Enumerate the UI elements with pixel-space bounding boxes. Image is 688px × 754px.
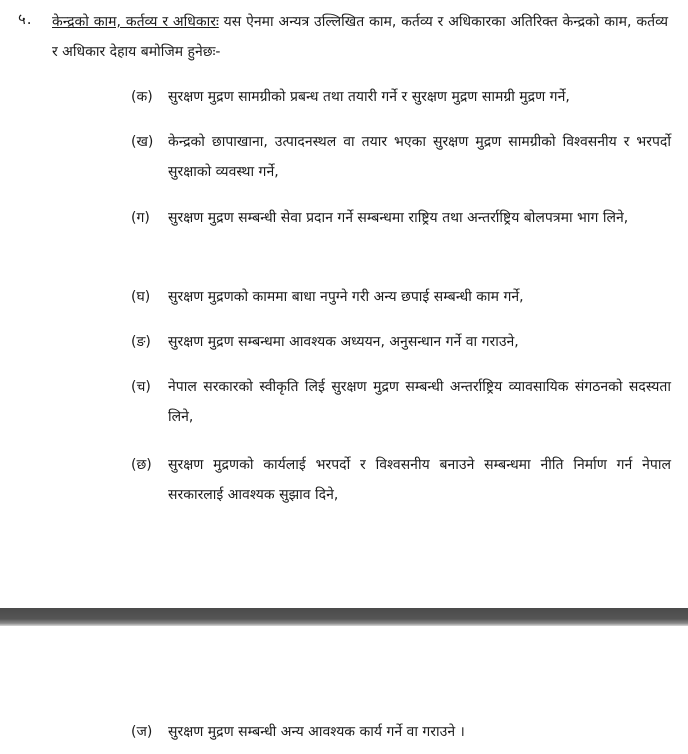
clause-ka <box>131 82 671 112</box>
clause-text: सुरक्षण मुद्रण सम्बन्धमा आवश्यक अध्ययन, अनुसन्धान गर्ने वा गराउने, <box>168 334 519 350</box>
section-heading: केन्द्रको काम, कर्तव्य र अधिकारः <box>52 14 219 30</box>
clause-label: (छ) <box>131 457 152 473</box>
clause-label: (क) <box>131 89 153 105</box>
section-intro <box>52 7 668 67</box>
document-page-2 <box>0 626 688 754</box>
clause-text: सुरक्षण मुद्रणको कार्यलाई भरपर्दो र विश्वसनीय बनाउने सम्बन्धमा नीति निर्माण गर्न नेपाल सरकारलाई आवश्यक सुझाव दिने, <box>168 457 671 503</box>
clause-text: नेपाल सरकारको स्वीकृति लिई सुरक्षण मुद्रण सम्बन्धी अन्तर्राष्ट्रिय व्यावसायिक संगठनको सदस्यता लिने, <box>168 379 671 425</box>
clause-text: केन्द्रको छापाखाना, उत्पादनस्थल वा तयार भएका सुरक्षण मुद्रण सामग्रीको विश्वसनीय र भरपर्दो सुरक्षाको व्यवस्था गर्ने, <box>168 134 671 180</box>
clause-cha <box>131 372 671 432</box>
clause-label: (घ) <box>131 289 151 305</box>
clause-text: सुरक्षण मुद्रण सामग्रीको प्रबन्ध तथा तयारी गर्ने र सुरक्षण मुद्रण सामग्री मुद्रण गर्ने, <box>168 89 570 105</box>
clause-label: (च) <box>131 379 151 395</box>
clause-text: सुरक्षण मुद्रणको काममा बाधा नपुग्ने गरी अन्य छपाई सम्बन्धी काम गर्ने, <box>168 289 524 305</box>
clause-gha <box>131 282 671 312</box>
clause-text: सुरक्षण मुद्रण सम्बन्धी सेवा प्रदान गर्ने सम्बन्धमा राष्ट्रिय तथा अन्तर्राष्ट्रिय बोलपत्रमा भाग लिने, <box>168 210 629 226</box>
section-body: यस ऐनमा अन्यत्र उल्लिखित काम, कर्तव्य र अधिकारका अतिरिक्त केन्द्रको काम, कर्तव्य र अधिकार देहाय बमोजिम हुनेछः- <box>52 14 668 60</box>
clause-ga <box>131 203 671 233</box>
clause-kha <box>131 127 671 187</box>
clause-label: (ख) <box>131 134 154 150</box>
page-separator <box>0 608 688 626</box>
clause-chha <box>131 450 671 510</box>
section-number: ५. <box>18 10 33 28</box>
clause-label: (ग) <box>131 210 150 226</box>
clause-text: सुरक्षण मुद्रण सम्बन्धी अन्य आवश्यक कार्य गर्ने वा गराउने । <box>168 724 465 740</box>
clause-nga <box>131 327 671 357</box>
clause-label: (ज) <box>131 724 153 740</box>
clause-ja <box>131 717 671 747</box>
clause-label: (ङ) <box>131 334 151 350</box>
